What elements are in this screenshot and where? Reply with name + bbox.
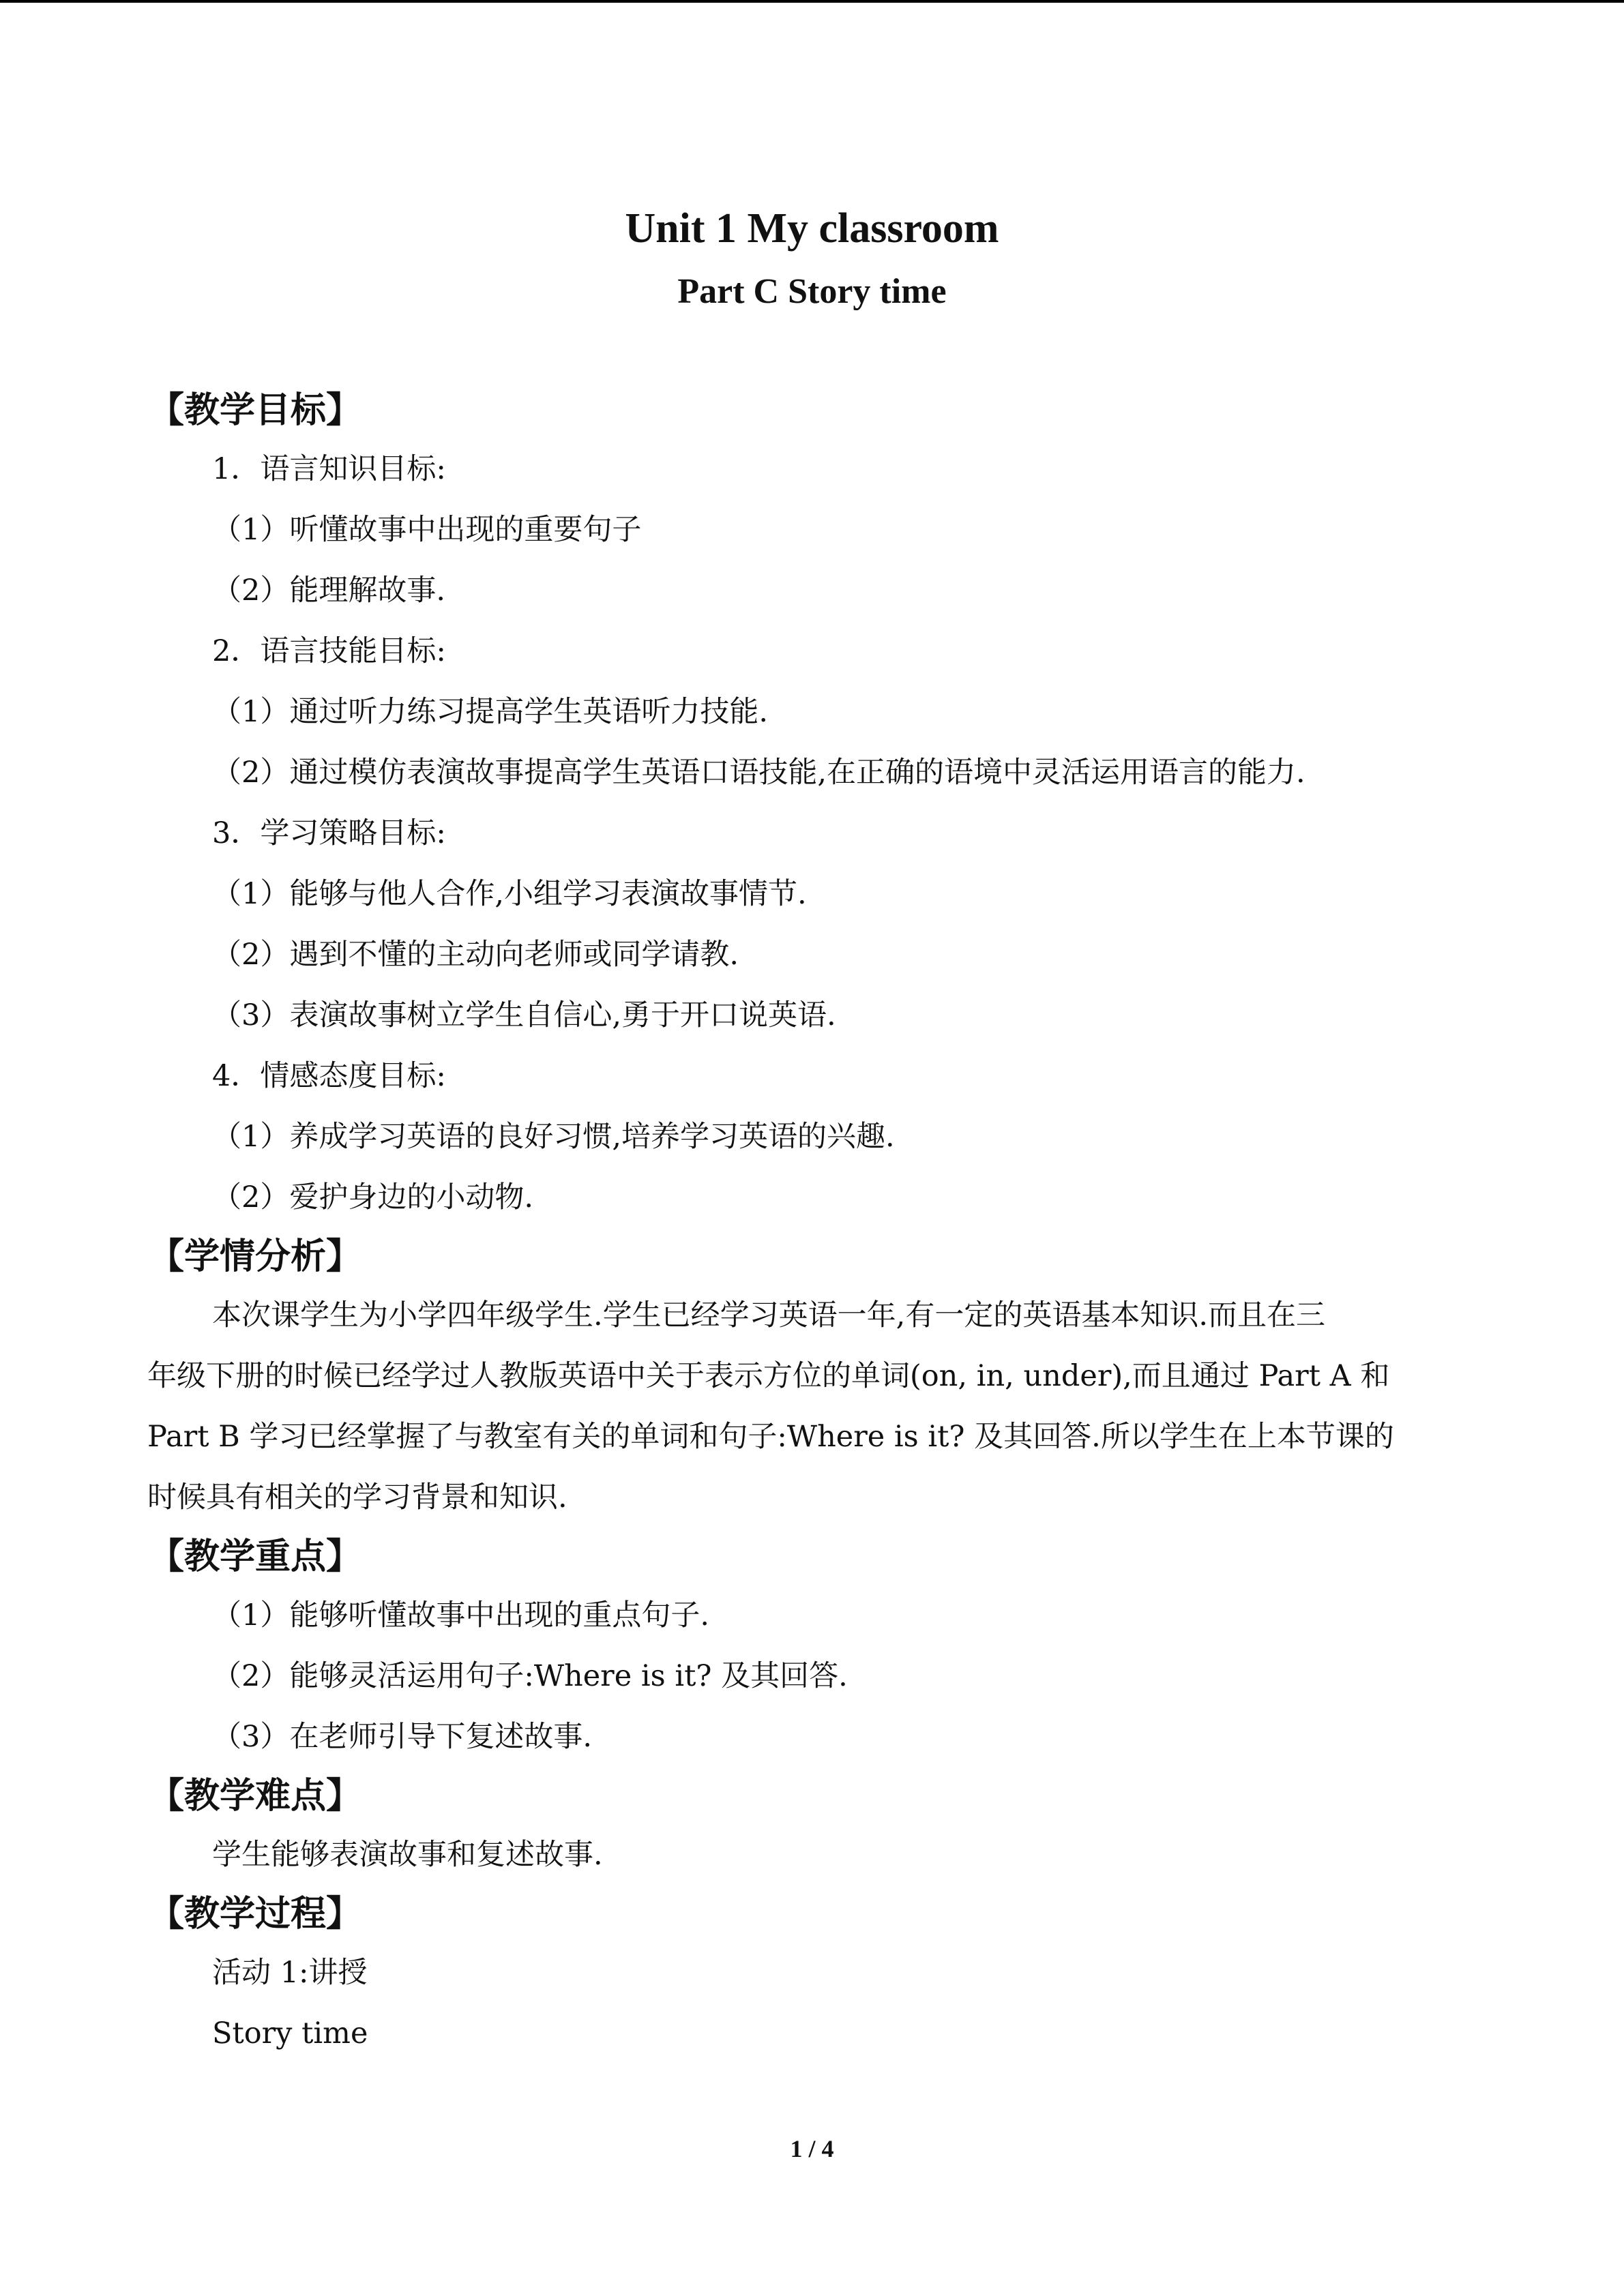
goal-line: 4．情感态度目标: [212, 1059, 446, 1093]
difficulty-line: 学生能够表演故事和复述故事. [212, 1838, 603, 1872]
section-heading-goals: 【教学目标】 [149, 390, 362, 431]
goal-line: （3）表演故事树立学生自信心,勇于开口说英语. [212, 998, 836, 1032]
goal-line: （2）遇到不懂的主动向老师或同学请教. [212, 938, 739, 972]
top-border [0, 0, 1624, 3]
goal-line: 3．学习策略目标: [212, 816, 446, 850]
goal-line: 2．语言技能目标: [212, 634, 446, 668]
document-title: Unit 1 My classroom [625, 205, 999, 252]
document-body [147, 382, 1484, 2064]
analysis-line: 时候具有相关的学习背景和知识. [147, 1480, 567, 1515]
process-line: 活动 1:讲授 [212, 1956, 368, 1990]
goal-line: （1）养成学习英语的良好习惯,培养学习英语的兴趣. [212, 1120, 895, 1154]
goal-line: （2）能理解故事. [212, 573, 446, 608]
goal-line: （2）爱护身边的小动物. [212, 1180, 534, 1214]
page-number: 1 / 4 [790, 2135, 834, 2162]
process-line: Story time [212, 2016, 368, 2051]
document-subtitle: Part C Story time [677, 272, 947, 311]
analysis-line: 本次课学生为小学四年级学生.学生已经学习英语一年,有一定的英语基本知识.而且在三 [212, 1298, 1326, 1332]
section-heading-difficulties: 【教学难点】 [149, 1776, 362, 1817]
key-point-line: （3）在老师引导下复述故事. [212, 1720, 593, 1754]
analysis-line: 年级下册的时候已经学过人教版英语中关于表示方位的单词(on, in, under),而且通过 Part A 和 [147, 1359, 1390, 1393]
key-point-line: （1）能够听懂故事中出现的重点句子. [212, 1598, 710, 1632]
section-heading-process: 【教学过程】 [149, 1894, 362, 1935]
section-heading-analysis: 【学情分析】 [149, 1236, 362, 1277]
analysis-line: Part B 学习已经掌握了与教室有关的单词和句子:Where is it? 及其回答.所以学生在上本节课的 [147, 1420, 1394, 1454]
goal-line: （1）能够与他人合作,小组学习表演故事情节. [212, 877, 807, 911]
section-heading-key-points: 【教学重点】 [149, 1536, 362, 1577]
goal-line: （1）听懂故事中出现的重要句子 [212, 513, 642, 547]
key-point-line: （2）能够灵活运用句子:Where is it? 及其回答. [212, 1659, 848, 1693]
goal-line: 1．语言知识目标: [212, 452, 446, 486]
goal-line: （2）通过模仿表演故事提高学生英语口语技能,在正确的语境中灵活运用语言的能力. [212, 756, 1305, 790]
goal-line: （1）通过听力练习提高学生英语听力技能. [212, 695, 769, 729]
